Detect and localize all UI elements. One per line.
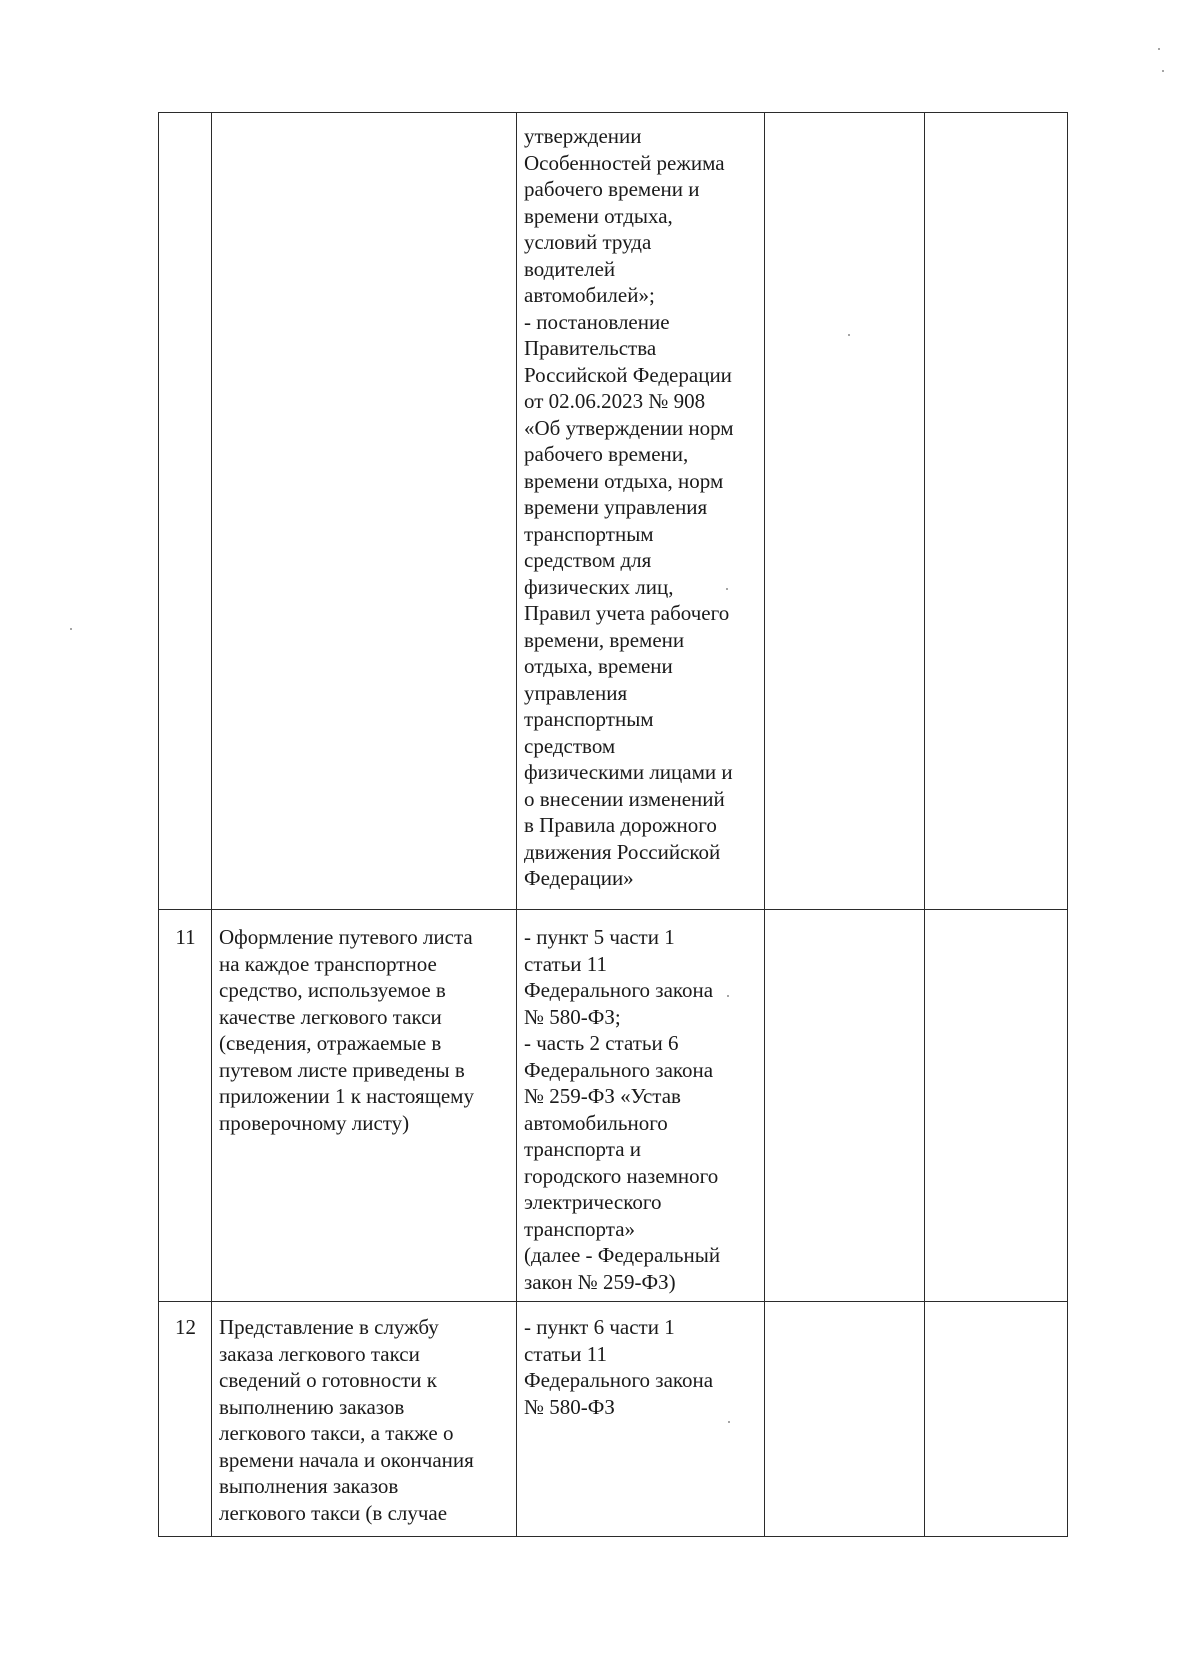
legal-reference-text: - пункт 5 части 1 статьи 11 Федерального закона № 580-ФЗ; - часть 2 статьи 6 Федерального закона № 259-ФЗ «Устав автомобильного транспорта и городского наземного электрического транспорта» (далее - Федеральный закон № 259-ФЗ) [524,925,721,1294]
row-number: 12 [175,1315,196,1339]
row-number: 11 [175,925,196,949]
answer-cell [765,910,925,1302]
legal-reference-cell [517,1302,765,1537]
requirement-cell [212,910,517,1302]
scan-speck [1162,70,1164,72]
checklist-table [158,112,1068,1537]
legal-reference-cell [517,910,765,1302]
row-number-cell [159,113,212,910]
legal-reference-cell [517,113,765,910]
row-number-cell [159,1302,212,1537]
table-row [159,113,1068,910]
legal-reference-text: утверждении Особенностей режима рабочего времени и времени отдыха, условий труда водителей автомобилей»; - постановление Правительства Российской Федерации от 02.06.2023 № 908 «Об утверждении норм рабочего времени, времени отдыха, норм времени управления транспортным средством для физических лиц, Правил учета рабочего времени, времени отдыха, времени управления транспортным средством физическими лицами и о внесении изменений в Правила дорожного движения Российской Федерации» [524,124,734,890]
note-cell [925,1302,1068,1537]
row-number-cell [159,910,212,1302]
requirement-cell [212,1302,517,1537]
note-cell [925,910,1068,1302]
requirement-cell [212,113,517,910]
scan-speck [848,334,850,336]
scan-speck [728,1421,730,1423]
answer-cell [765,1302,925,1537]
legal-reference-text: - пункт 6 части 1 статьи 11 Федерального закона № 580-ФЗ [524,1315,714,1419]
requirement-text: Представление в службу заказа легкового такси сведений о готовности к выполнению заказов легкового такси, а также о времени начала и окончания выполнения заказов легкового такси (в случае [219,1315,474,1525]
scan-speck [727,995,729,997]
answer-cell [765,113,925,910]
scan-speck [70,628,72,630]
table-row [159,910,1068,1302]
scan-speck [726,588,728,590]
requirement-text: Оформление путевого листа на каждое транспортное средство, используемое в качестве легкового такси (сведения, отражаемые в путевом листе приведены в приложении 1 к настоящему проверочному листу) [219,925,474,1135]
scan-speck [1158,48,1160,50]
note-cell [925,113,1068,910]
table-row [159,1302,1068,1537]
